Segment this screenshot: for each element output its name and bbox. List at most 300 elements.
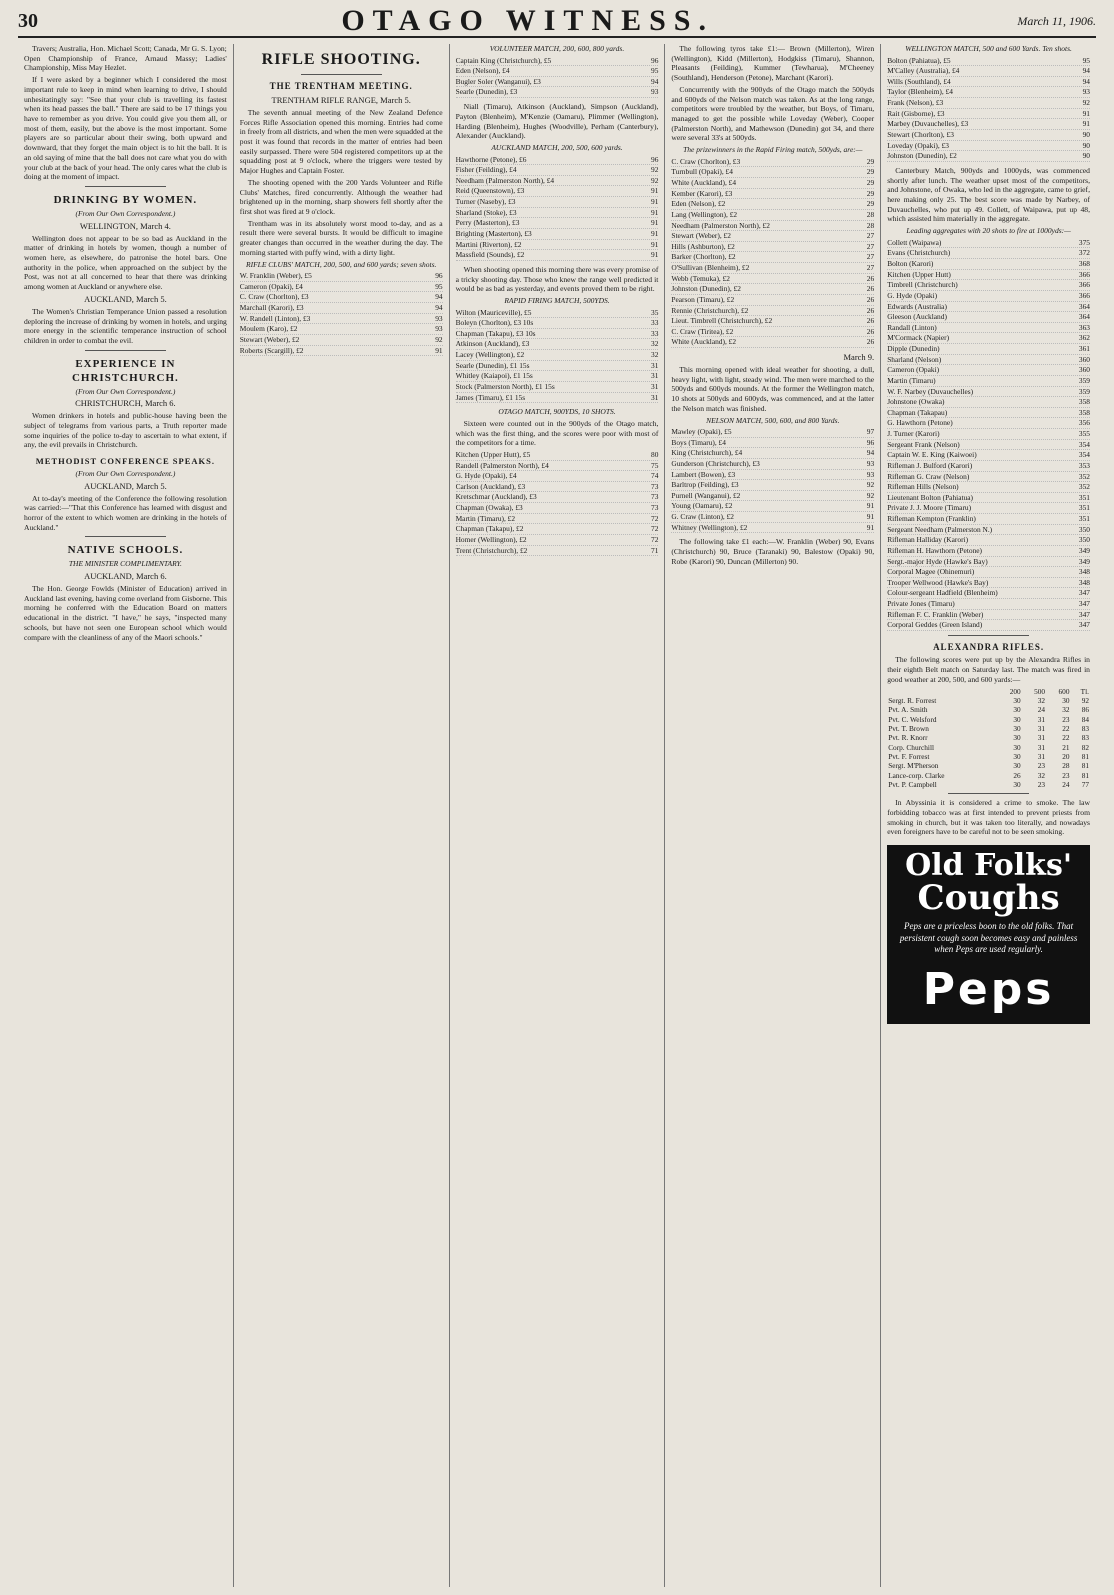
score-row xyxy=(887,291,1090,302)
ad-body: Peps are a priceless boon to the old folks. That persistent cough soon becomes easy and painless when Peps are used regularly. xyxy=(899,921,1078,955)
score-row xyxy=(887,141,1090,152)
score-value: 27 xyxy=(866,241,875,251)
score-row xyxy=(456,218,659,229)
page-header xyxy=(18,6,1096,38)
drinking-dateline: WELLINGTON, March 4. xyxy=(79,220,171,231)
volunteer-scores xyxy=(456,56,659,99)
alexandra-cell: Pvt. P. Campbell xyxy=(888,779,937,789)
score-value: 94 xyxy=(866,448,875,458)
alexandra-col-header xyxy=(887,687,997,696)
score-row xyxy=(456,371,659,382)
alexandra-cell: 30 xyxy=(1013,705,1021,715)
score-value: 91 xyxy=(1082,119,1090,129)
score-value: 73 xyxy=(651,503,659,513)
score-name: Randell (Palmerston North), £4 xyxy=(455,460,549,470)
score-value: 358 xyxy=(1078,407,1090,417)
score-name: Marchall (Karori), £3 xyxy=(239,303,304,313)
ad-brand: Peps xyxy=(922,963,1055,1015)
score-row xyxy=(887,248,1090,259)
trentham-subheading: THE TRENTHAM MEETING. xyxy=(269,81,413,92)
score-row xyxy=(240,303,443,314)
score-name: Roberts (Scargill), £2 xyxy=(239,345,304,355)
score-row xyxy=(671,427,874,438)
score-row xyxy=(671,306,874,317)
score-name: White (Auckland), £4 xyxy=(671,178,737,188)
score-row xyxy=(887,493,1090,504)
score-row xyxy=(887,280,1090,291)
score-row xyxy=(671,523,874,534)
score-value: 26 xyxy=(866,284,875,294)
score-row xyxy=(456,471,659,482)
score-row xyxy=(240,346,443,357)
score-name: Johnston (Dunedin), £2 xyxy=(671,284,741,294)
score-value: 91 xyxy=(651,250,659,260)
score-value: 75 xyxy=(651,460,659,470)
score-value: 360 xyxy=(1078,354,1090,364)
alexandra-cell: 31 xyxy=(1037,751,1046,761)
score-name: Martin (Timaru), £2 xyxy=(455,513,516,523)
score-name: Captain King (Christchurch), £5 xyxy=(455,55,552,65)
alexandra-cell: 32 xyxy=(1037,695,1046,705)
alexandra-cell: 23 xyxy=(1062,770,1070,780)
alexandra-row xyxy=(887,743,1090,752)
score-row xyxy=(887,109,1090,120)
score-name: Colour-sergeant Hadfield (Blenheim) xyxy=(887,588,998,598)
score-name: Lieut. Timbrell (Christchurch), £2 xyxy=(671,316,773,326)
score-value: 31 xyxy=(651,392,659,402)
golf-intro: Travers; Australia, Hon. Michael Scott; Canada, Mr G. S. Lyon; Open Championship of France, Arnaud Massy; Ladies' Championship, Miss May Hezlet. xyxy=(24,44,227,73)
score-value: 97 xyxy=(866,427,875,437)
score-row xyxy=(240,324,443,335)
score-row xyxy=(456,87,659,98)
score-value: 354 xyxy=(1078,450,1090,460)
score-value: 94 xyxy=(435,292,443,302)
alexandra-row xyxy=(887,715,1090,724)
alexandra-cell: 24 xyxy=(1062,779,1070,789)
score-value: 72 xyxy=(651,534,659,544)
score-value: 92 xyxy=(866,490,875,500)
ad-title-line-1: Old Folks' xyxy=(905,848,1073,884)
score-value: 91 xyxy=(651,207,659,217)
alexandra-cell: Pvt. F. Forrest xyxy=(888,751,930,761)
score-value: 349 xyxy=(1078,556,1090,566)
score-value: 348 xyxy=(1078,577,1090,587)
experience-text: Women drinkers in hotels and public-house having been the subject of telegrams from various parts, a Truth reporter made some inquiries of the police to-day to ascertain to what extent, if any, the evil prevails in Christchurch. xyxy=(24,411,227,450)
alexandra-cell: 86 xyxy=(1081,705,1089,715)
score-value: 94 xyxy=(651,76,659,86)
drinking-heading: DRINKING BY WOMEN. xyxy=(53,194,198,207)
score-name: Lieutenant Bolton (Pahiatua) xyxy=(887,492,973,502)
score-name: Whitley (Kaiapoi), £1 15s xyxy=(455,371,533,381)
score-name: Perry (Masterton), £3 xyxy=(455,218,520,228)
score-name: Evans (Christchurch) xyxy=(887,248,951,258)
column-5 xyxy=(881,44,1096,1587)
rifle-text-1: The seventh annual meeting of the New Zealand Defence Forces Rifle Association opened this morning. Entries had come in freely from all districts, and when the men were squadded at the post it was found that records in the matter of entries had been easily surpassed. There were 504 registered competitors up at the squadding post at 9 o'clock, where the triggers were tested by Major Hughes and Captain Foster. xyxy=(239,107,443,176)
score-row xyxy=(887,77,1090,88)
score-row xyxy=(887,525,1090,536)
score-value: 92 xyxy=(651,175,659,185)
drinking-sub: (From Our Own Correspondent.) xyxy=(75,209,176,219)
score-row xyxy=(456,524,659,535)
score-name: Private Jones (Timaru) xyxy=(887,599,955,608)
alexandra-cell: 30 xyxy=(1013,779,1021,789)
score-name: Gleeson (Auckland) xyxy=(887,312,947,322)
score-value: 95 xyxy=(651,66,659,76)
score-name: Boys (Timaru), £4 xyxy=(671,437,726,447)
score-row xyxy=(671,448,874,459)
alexandra-cell: 28 xyxy=(1062,761,1070,771)
score-name: Frank (Nelson), £3 xyxy=(887,98,944,108)
alexandra-col-header: 200 xyxy=(1009,686,1021,696)
score-name: Rifleman H. Hawthorn (Petone) xyxy=(887,545,983,555)
alexandra-row xyxy=(887,705,1090,714)
score-value: 347 xyxy=(1078,609,1090,619)
native-schools-heading: NATIVE SCHOOLS. xyxy=(67,544,184,557)
score-value: 29 xyxy=(866,178,875,188)
score-value: 92 xyxy=(1082,98,1090,108)
score-row xyxy=(671,480,874,491)
score-value: 96 xyxy=(651,55,659,65)
score-name: G. Hawthorn (Petone) xyxy=(887,418,953,428)
score-value: 372 xyxy=(1078,248,1090,258)
score-row xyxy=(887,323,1090,334)
score-row xyxy=(671,252,874,263)
score-value: 27 xyxy=(866,252,875,262)
score-row xyxy=(456,208,659,219)
score-row xyxy=(240,271,443,282)
score-name: W. Randell (Linton), £3 xyxy=(239,313,311,323)
score-name: Fisher (Feilding), £4 xyxy=(455,165,517,175)
score-row xyxy=(671,178,874,189)
score-name: Turner (Naseby), £3 xyxy=(455,197,516,207)
volunteer-text: Niall (Timaru), Atkinson (Auckland), Simpson (Auckland), Payton (Blenheim), M'Kenzie (Oamaru), Plimmer (Wellington), Harding (Blenheim), Hughes (Woodville), Perham (Canterbury), Alexander (Auckland). xyxy=(455,102,659,141)
alexandra-header-row xyxy=(887,687,1090,696)
score-name: White (Auckland), £2 xyxy=(671,337,737,347)
score-row xyxy=(456,308,659,319)
score-name: Kretschmar (Auckland), £3 xyxy=(455,492,537,502)
experience-sub: (From Our Own Correspondent.) xyxy=(75,386,176,396)
score-row xyxy=(240,292,443,303)
score-row xyxy=(887,418,1090,429)
score-value: 92 xyxy=(866,480,875,490)
score-value: 72 xyxy=(651,524,659,534)
march-7-text: When shooting opened this morning there was every promise of a tricky shooting day. Those who knew the range well predicted it would be as bad as yesterday, and events proved them to be right. xyxy=(455,264,659,294)
methodist-heading: METHODIST CONFERENCE SPEAKS. xyxy=(35,456,216,467)
score-name: Chapman (Takapu), £3 10s xyxy=(455,328,536,338)
score-row xyxy=(456,186,659,197)
score-name: Rifleman G. Craw (Nelson) xyxy=(887,471,970,481)
score-name: Corporal Magee (Ohinemuri) xyxy=(887,567,975,577)
score-row xyxy=(456,503,659,514)
score-name: Whitney (Wellington), £2 xyxy=(671,522,748,532)
native-schools-sub: THE MINISTER COMPLIMENTARY. xyxy=(68,559,182,569)
score-row xyxy=(887,397,1090,408)
score-value: 33 xyxy=(651,318,659,328)
score-value: 93 xyxy=(866,458,875,468)
alexandra-cell: 81 xyxy=(1081,751,1089,761)
score-row xyxy=(887,482,1090,493)
score-name: Sharland (Nelson) xyxy=(887,354,942,364)
score-row xyxy=(887,98,1090,109)
score-name: Rifleman Kempton (Franklin) xyxy=(887,514,976,523)
score-row xyxy=(456,382,659,393)
score-value: 91 xyxy=(866,501,875,511)
score-value: 366 xyxy=(1078,290,1090,300)
score-value: 91 xyxy=(651,228,659,238)
score-name: Sergeant Needham (Palmerston N.) xyxy=(887,524,993,534)
canterbury-text: Canterbury Match, 900yds and 1000yds, was commenced shortly after lunch. The weather upset most of the competitors, and Johnstone, of Owaka, who led in the aggregate, came to grief, here making only 25. The best score was made by Narbey, of Duvauchelles, who put up 49. Collett, of Waipawa, put up 48, which assisted him materially in the aggregate. xyxy=(887,165,1090,224)
score-value: 31 xyxy=(651,360,659,370)
score-row xyxy=(887,408,1090,419)
score-row xyxy=(456,339,659,350)
score-value: 352 xyxy=(1078,482,1090,492)
divider xyxy=(85,350,166,351)
trentham-dateline: TRENTHAM RIFLE RANGE, March 5. xyxy=(271,94,411,105)
score-value: 350 xyxy=(1078,524,1090,534)
score-value: 80 xyxy=(651,449,659,459)
score-value: 96 xyxy=(435,271,443,281)
score-row xyxy=(887,557,1090,568)
score-row xyxy=(456,329,659,340)
score-name: Edwards (Australia) xyxy=(887,301,947,311)
score-row xyxy=(671,438,874,449)
score-value: 366 xyxy=(1078,280,1090,290)
alexandra-cell: Sergt. R. Forrest xyxy=(888,695,937,705)
prizewinners-scores xyxy=(671,157,874,348)
score-name: Rifleman Hills (Nelson) xyxy=(887,482,959,492)
alexandra-cell: 30 xyxy=(1013,714,1021,724)
score-value: 94 xyxy=(435,303,443,313)
score-row xyxy=(671,284,874,295)
otago-match-heading: OTAGO MATCH, 900YDS, 10 SHOTS. xyxy=(498,407,616,417)
score-name: Timbrell (Christchurch) xyxy=(887,280,958,290)
alexandra-cell: 31 xyxy=(1037,723,1046,733)
score-name: Martin (Timaru) xyxy=(887,375,936,385)
score-value: 354 xyxy=(1078,439,1090,449)
alexandra-body xyxy=(887,696,1090,789)
score-name: Moulem (Karo), £2 xyxy=(239,324,298,334)
score-row xyxy=(887,387,1090,398)
aggregates-heading: Leading aggregates with 20 shots to fire at 1000yds:— xyxy=(906,226,1071,236)
alexandra-cell: Corp. Churchill xyxy=(888,742,934,752)
score-value: 366 xyxy=(1078,269,1090,279)
score-name: Gunderson (Christchurch), £3 xyxy=(671,458,760,468)
score-value: 350 xyxy=(1078,535,1090,545)
score-row xyxy=(456,361,659,372)
score-value: 347 xyxy=(1078,588,1090,598)
nelson-tail-text: The following take £1 each:—W. Franklin (Weber) 90, Evans (Christchurch) 90, Bruce (Taranaki) 90, Balestow (Opaki) 90, Robe (Karori) 90, Duncan (Millerton) 90. xyxy=(671,537,875,566)
score-name: Wills (Southland), £4 xyxy=(887,76,951,86)
score-value: 359 xyxy=(1078,375,1090,385)
score-value: 368 xyxy=(1078,259,1090,268)
score-row xyxy=(456,492,659,503)
score-name: Bolton (Karori) xyxy=(887,259,934,268)
score-name: Rifleman F. C. Franklin (Weber) xyxy=(887,609,984,619)
score-value: 96 xyxy=(866,437,875,447)
alexandra-cell: 26 xyxy=(1013,770,1021,780)
score-name: Carlson (Auckland), £3 xyxy=(455,481,526,491)
score-value: 26 xyxy=(866,273,875,283)
score-value: 93 xyxy=(866,469,875,479)
divider xyxy=(948,635,1029,636)
column-4 xyxy=(665,44,881,1587)
alexandra-row xyxy=(887,752,1090,761)
score-row xyxy=(671,295,874,306)
alexandra-cell: 30 xyxy=(1013,751,1021,761)
score-row xyxy=(887,333,1090,344)
score-row xyxy=(456,77,659,88)
score-row xyxy=(887,620,1090,631)
score-name: Rifleman J. Bulford (Karori) xyxy=(887,460,973,470)
masthead: OTAGO WITNESS. xyxy=(341,4,714,37)
score-row xyxy=(887,365,1090,376)
score-value: 28 xyxy=(866,209,875,219)
score-row xyxy=(887,151,1090,162)
score-name: Rait (Gisborne), £3 xyxy=(887,108,945,118)
score-name: Lambert (Bowen), £3 xyxy=(671,469,736,479)
score-name: Wilton (Mauriceville), £5 xyxy=(455,307,532,317)
score-value: 26 xyxy=(866,316,875,326)
score-row xyxy=(671,221,874,232)
drinking-text: Wellington does not appear to be so bad as Auckland in the matter of drinking in hotels by women, though a number of women here, as elsewhere, do patronise the hotel bars. One authority in the police, when approached on the subject by the Post, was not at all concerned to hear that there was drinking among women at Auckland or anywhere else. xyxy=(24,233,227,292)
score-name: Cameron (Opaki), £4 xyxy=(239,281,303,291)
score-value: 92 xyxy=(651,165,659,175)
rapid-firing-heading: RAPID FIRING MATCH, 500YDS. xyxy=(504,295,610,305)
score-row xyxy=(887,344,1090,355)
alexandra-col-header: Tl. xyxy=(1080,686,1089,696)
score-value: 29 xyxy=(866,156,875,166)
alexandra-col-header: 600 xyxy=(1058,686,1070,696)
score-name: Chapman (Owaka), £3 xyxy=(455,503,523,513)
score-name: Lang (Wellington), £2 xyxy=(671,209,738,219)
score-name: Stock (Palmerston North), £1 15s xyxy=(455,381,555,391)
score-row xyxy=(240,335,443,346)
score-value: 94 xyxy=(1082,66,1090,76)
issue-date: March 11, 1906. xyxy=(1017,13,1096,28)
score-row xyxy=(887,578,1090,589)
score-name: Rifleman Halliday (Karori) xyxy=(887,535,969,545)
score-value: 91 xyxy=(651,239,659,249)
score-row xyxy=(671,316,874,327)
score-name: Rennie (Christchurch), £2 xyxy=(671,305,749,315)
score-value: 349 xyxy=(1078,545,1090,555)
score-row xyxy=(887,588,1090,599)
auckland-dateline: AUCKLAND, March 5. xyxy=(84,293,167,304)
score-row xyxy=(671,157,874,168)
experience-dateline: CHRISTCHURCH, March 6. xyxy=(75,398,176,409)
methodist-text: At to-day's meeting of the Conference the following resolution was carried:—"That this Conference has learned with disgust and horror of the extent to which women are drinking in the hotels of Auckland." xyxy=(24,493,227,532)
score-name: G. Hyde (Opaki), £4 xyxy=(455,471,517,481)
score-value: 91 xyxy=(651,197,659,207)
score-name: Trooper Wellwood (Hawke's Bay) xyxy=(887,577,989,587)
score-value: 352 xyxy=(1078,471,1090,481)
score-row xyxy=(887,535,1090,546)
score-name: Lacey (Wellington), £2 xyxy=(455,350,525,360)
ad-title-line-2: Coughs xyxy=(917,878,1060,919)
methodist-sub: (From Our Own Correspondent.) xyxy=(75,469,176,479)
alexandra-cell: 30 xyxy=(1062,695,1070,705)
score-value: 90 xyxy=(1082,140,1090,150)
score-row xyxy=(887,130,1090,141)
score-value: 29 xyxy=(866,188,875,198)
score-value: 26 xyxy=(866,305,875,315)
score-value: 95 xyxy=(435,281,443,291)
score-name: O'Sullivan (Blenheim), £2 xyxy=(671,263,750,273)
score-value: 93 xyxy=(435,313,443,323)
auckland-match-scores xyxy=(456,155,659,261)
march-9-text: This morning opened with ideal weather for shooting, a dull, heavy light, with light, steady wind. The men were marched to the 500yds and 600yds mounds. At the former the Wellington match, 10 shots at 500yds and 600yds, was commenced, and at the latter the Nelson match was finished. xyxy=(671,364,875,413)
score-name: Kitchen (Upper Hutt), £5 xyxy=(455,449,531,459)
score-name: C. Craw (Chorlton), £3 xyxy=(239,292,309,302)
abyssinia-text: In Abyssinia it is considered a crime to smoke. The law forbidding tobacco was at first intended to prevent priests from smoking in church, but it was taken too literally, and nowadays even foreigners have to be careful not to be seen smoking. xyxy=(887,798,1090,837)
alexandra-cell: 30 xyxy=(1013,742,1021,752)
score-row xyxy=(671,470,874,481)
score-name: Eden (Nelson), £2 xyxy=(671,199,726,209)
wellington-match-scores xyxy=(887,56,1090,162)
column-3 xyxy=(450,44,666,1587)
divider xyxy=(948,793,1029,794)
score-row xyxy=(887,567,1090,578)
score-row xyxy=(887,514,1090,525)
score-value: 361 xyxy=(1078,344,1090,353)
score-name: J. Turner (Karori) xyxy=(887,429,940,438)
score-value: 356 xyxy=(1078,418,1090,428)
score-name: Searle (Dunedin), £1 15s xyxy=(455,360,530,370)
score-row xyxy=(456,535,659,546)
score-value: 91 xyxy=(651,218,659,228)
score-name: Sergeant Frank (Nelson) xyxy=(887,439,960,449)
score-name: M'Cormack (Napier) xyxy=(887,333,950,343)
alexandra-cell: 22 xyxy=(1062,733,1070,743)
alexandra-cell: 83 xyxy=(1081,723,1089,733)
score-value: 92 xyxy=(435,334,443,344)
score-value: 355 xyxy=(1078,429,1090,438)
score-name: Chapman (Takapau) xyxy=(887,407,948,417)
divider xyxy=(85,186,166,187)
score-name: Loveday (Opaki), £3 xyxy=(887,140,949,150)
score-value: 362 xyxy=(1078,333,1090,343)
score-name: Stewart (Weber), £2 xyxy=(671,231,731,241)
score-name: Stewart (Chorlton), £3 xyxy=(887,129,954,139)
wellington-match-heading: WELLINGTON MATCH, 500 and 600 Yards. Ten shots. xyxy=(905,44,1072,53)
alexandra-cell: Sergt. M'Pherson xyxy=(888,761,939,771)
score-name: Kember (Karori), £3 xyxy=(671,188,733,198)
score-value: 347 xyxy=(1078,620,1090,630)
alexandra-cell: 83 xyxy=(1081,733,1089,743)
column-1 xyxy=(18,44,234,1587)
score-value: 73 xyxy=(651,481,659,491)
score-value: 27 xyxy=(866,231,875,241)
rifle-text-3: Trentham was in its absolutely worst mood to-day, and as a result there were several bursts. It would be difficult to imagine greater changes than occurred in the weather during the day. The morning started with puffy wind, with a dirty light. xyxy=(239,218,443,257)
score-value: 32 xyxy=(651,350,659,360)
score-name: Kitchen (Upper Hutt) xyxy=(887,269,951,279)
score-name: Hawthorne (Petone), £6 xyxy=(455,154,527,164)
score-name: Bugler Soler (Wanganui), £3 xyxy=(455,76,541,86)
score-value: 93 xyxy=(1082,87,1090,97)
score-name: King (Christchurch), £4 xyxy=(671,448,743,458)
score-name: Sergt.-major Hyde (Hawke's Bay) xyxy=(887,556,988,566)
page-number: 30 xyxy=(18,9,38,32)
score-row xyxy=(887,259,1090,270)
divider xyxy=(301,74,382,75)
score-name: Martini (Riverton), £2 xyxy=(455,239,522,249)
alexandra-cell: 20 xyxy=(1062,751,1070,761)
alexandra-cell: 82 xyxy=(1081,742,1089,752)
score-row xyxy=(887,599,1090,610)
nelson-match-heading: NELSON MATCH, 500, 600, and 800 Yards. xyxy=(706,415,840,425)
alexandra-cell: 31 xyxy=(1037,742,1046,752)
score-name: W. F. Narbey (Duvauchelles) xyxy=(887,386,974,396)
